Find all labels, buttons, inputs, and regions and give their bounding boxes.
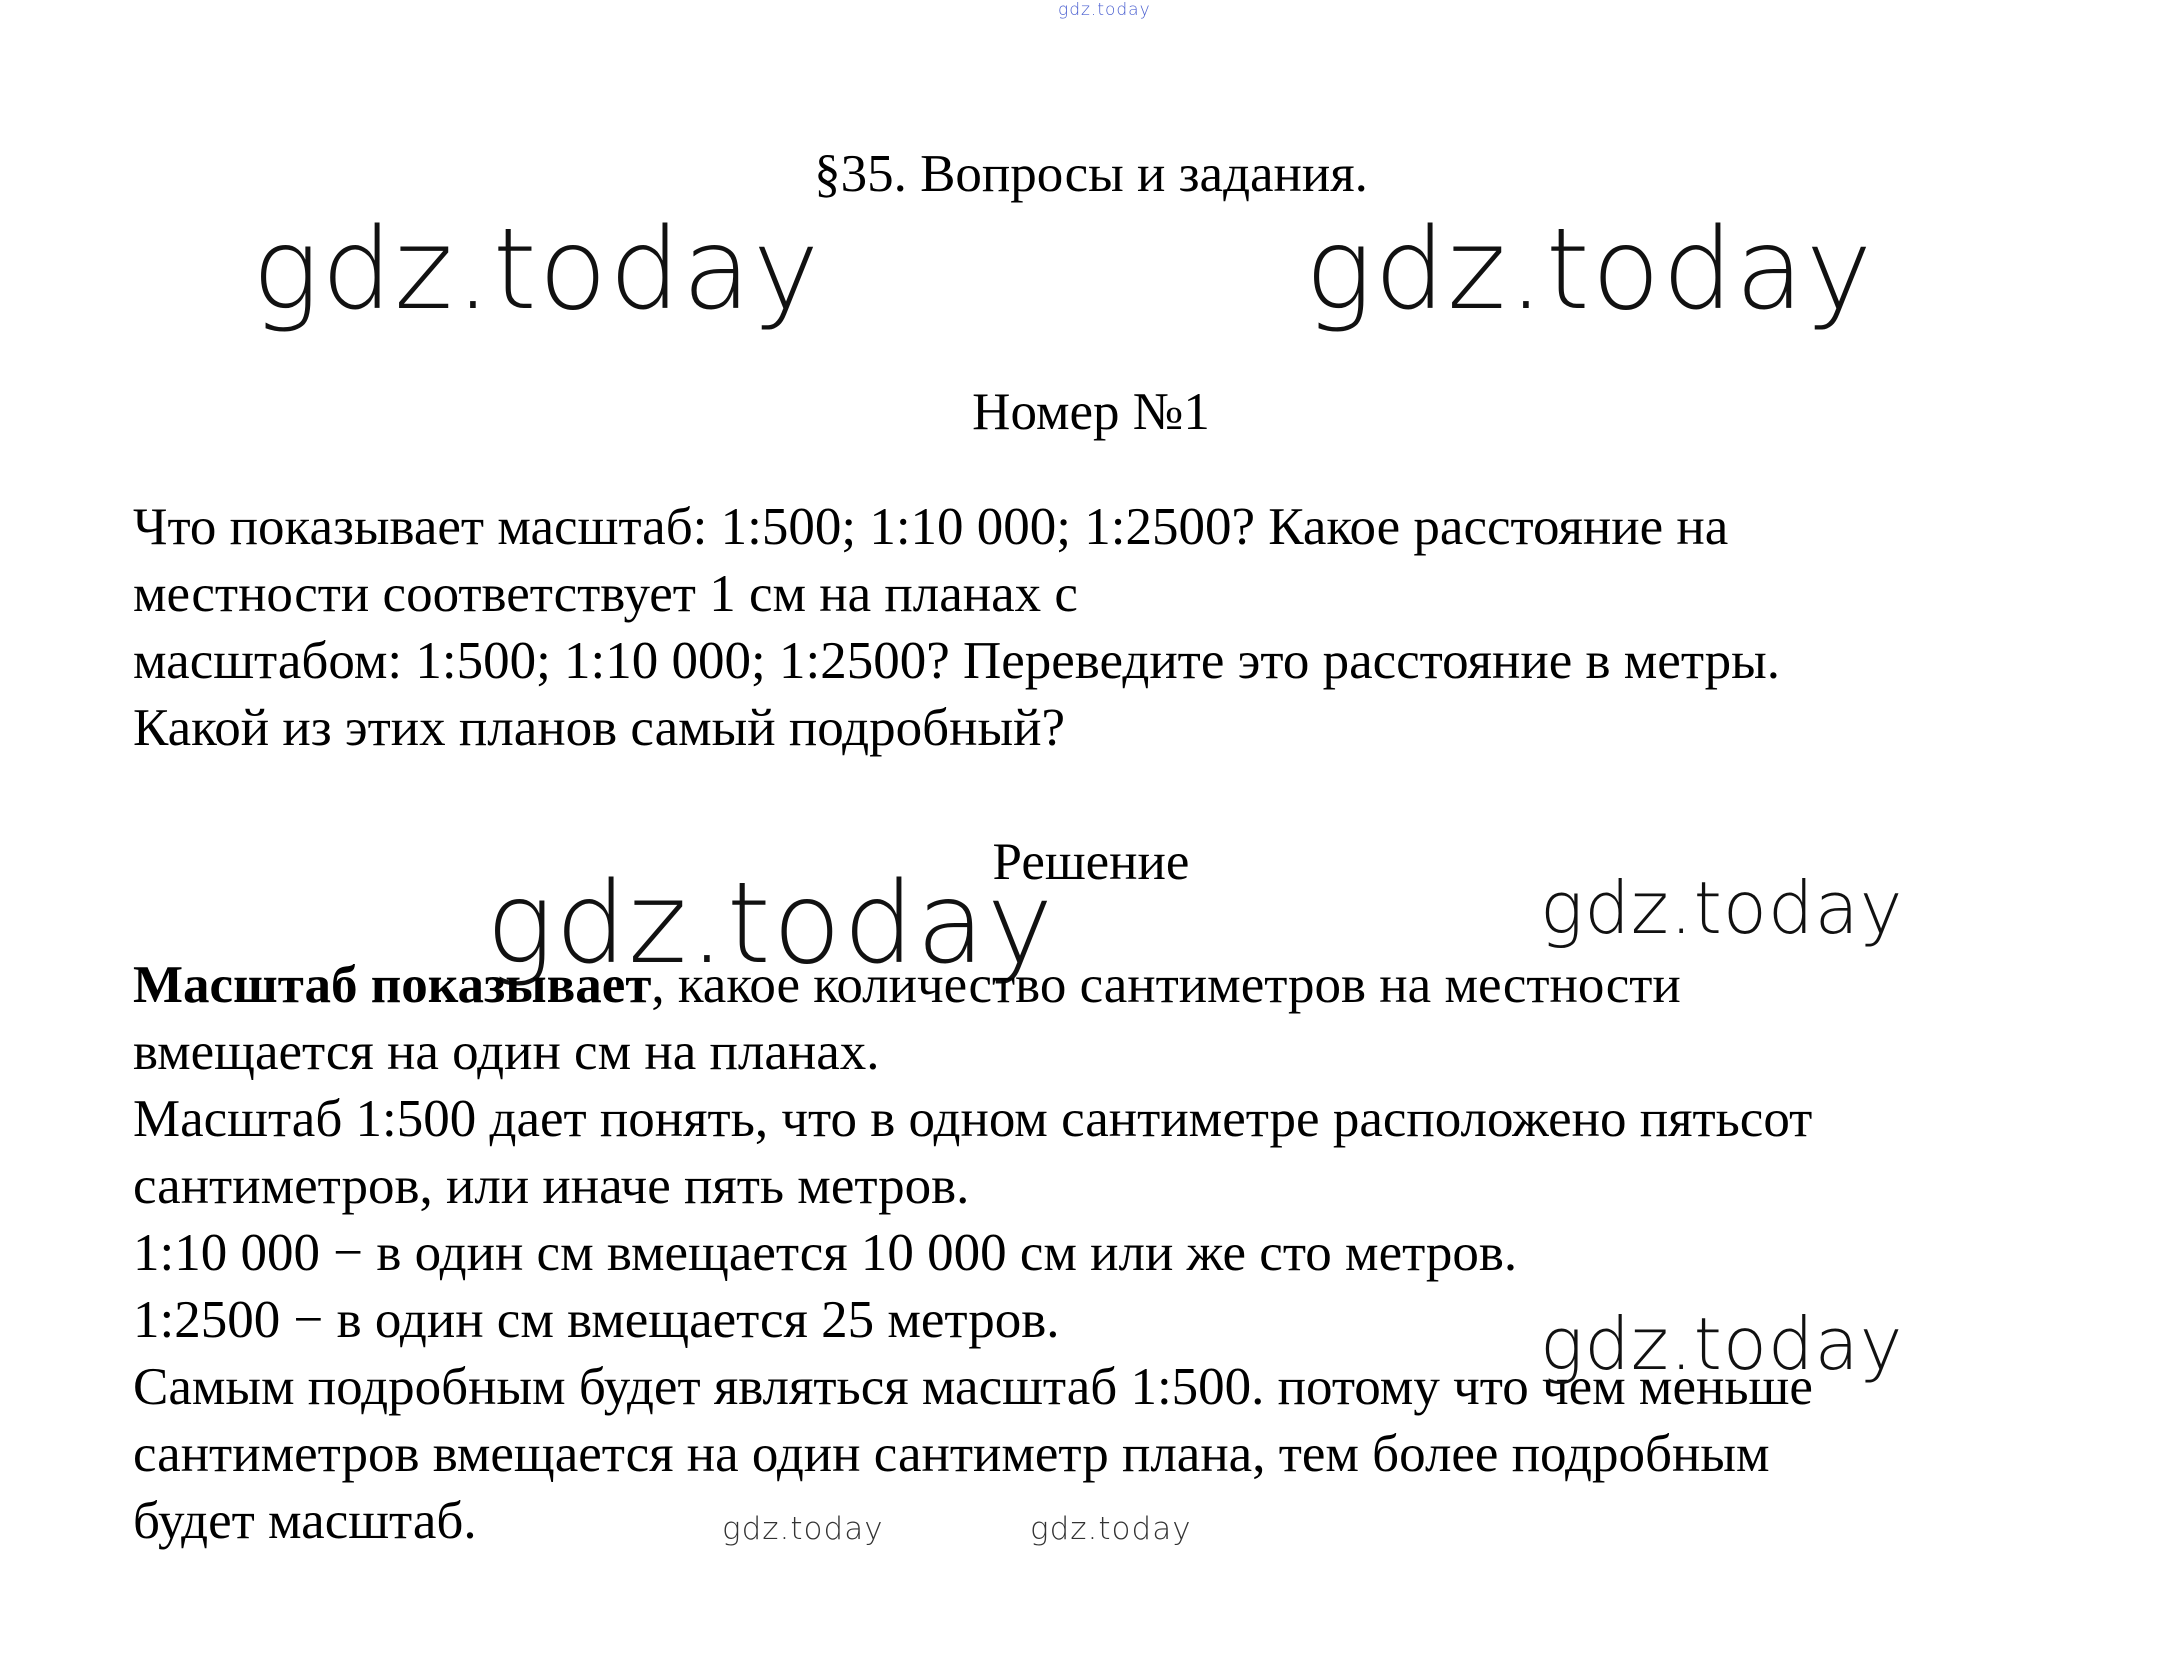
answer-definition: , какое количество сантиметров на местности <box>651 956 1681 1014</box>
question-line: масштабом: 1:500; 1:10 000; 1:2500? Переведите это расстояние в метры. <box>133 632 1780 690</box>
watermark-medium-right: gdz.today <box>1540 866 1904 950</box>
watermark-large-center: gdz.today <box>486 859 1056 989</box>
section-title: §35. Вопросы и задания. <box>814 145 1368 203</box>
watermark-small-left: gdz.today <box>722 1511 884 1547</box>
question-line: Какой из этих планов самый подробный? <box>133 699 1065 757</box>
answer-term: Масштаб показывает <box>133 956 652 1014</box>
task-number: Номер №1 <box>972 383 1210 441</box>
question-line: местности соответствует 1 см на планах с <box>133 565 1078 623</box>
answer-line: Самым подробным будет являться масштаб 1:500. потому что чем меньше <box>133 1358 1813 1416</box>
question-text <box>133 494 2123 762</box>
answer-line: Масштаб 1:500 дает понять, что в одном сантиметре расположено пятьсот <box>133 1090 1813 1148</box>
watermark-large-right: gdz.today <box>1305 205 1875 335</box>
watermark-small-right: gdz.today <box>1030 1511 1192 1547</box>
watermark-medium-lower: gdz.today <box>1540 1302 1904 1386</box>
watermark-top: gdz.today <box>1058 0 1151 20</box>
answer-line: будет масштаб. <box>133 1492 477 1550</box>
answer-line: 1:2500 − в один см вмещается 25 метров. <box>133 1291 1060 1349</box>
solution-heading: Решение <box>992 833 1190 891</box>
answer-line: вмещается на один см на планах. <box>133 1023 880 1081</box>
answer-line-first <box>133 952 2123 1019</box>
answer-line: сантиметров, или иначе пять метров. <box>133 1157 970 1215</box>
answer-line: 1:10 000 − в один см вмещается 10 000 см или же сто метров. <box>133 1224 1518 1282</box>
watermark-large-left: gdz.today <box>252 205 822 335</box>
answer-text <box>133 952 2123 1555</box>
answer-line: сантиметров вмещается на один сантиметр плана, тем более подробным <box>133 1425 1770 1483</box>
question-line: Что показывает масштаб: 1:500; 1:10 000; 1:2500? Какое расстояние на <box>133 498 1729 556</box>
